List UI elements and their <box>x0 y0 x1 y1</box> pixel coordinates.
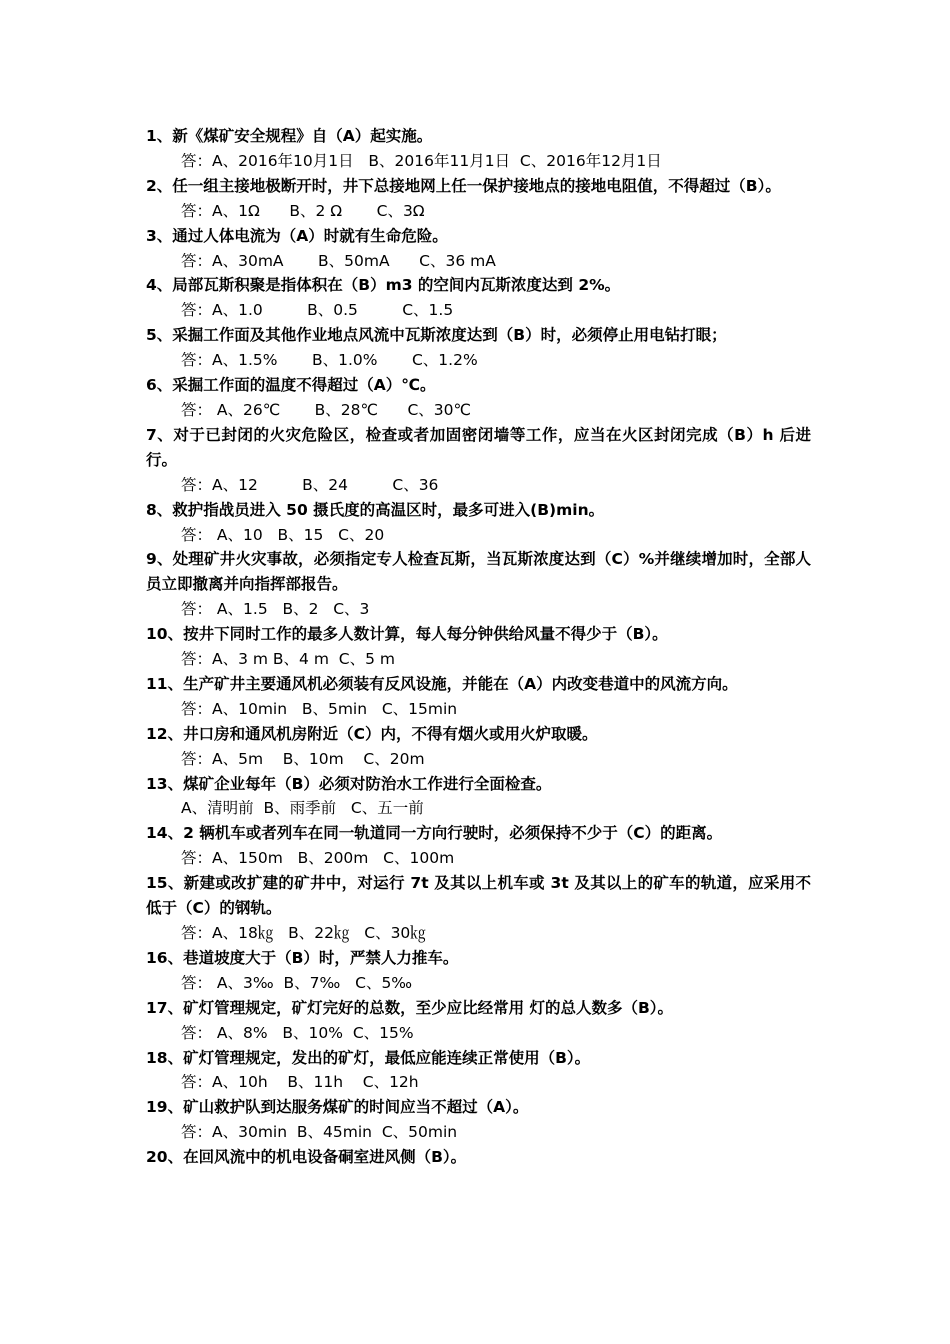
answer-options: 答：A、3 m B、4 m C、5 m <box>181 650 396 669</box>
answer-options: 答：A、1Ω B、2 Ω C、3Ω <box>181 201 425 220</box>
question-text: 6、采掘工作面的温度不得超过（A）℃。 <box>146 376 436 395</box>
answer-options: 答：A、150m B、200m C、100m <box>181 849 455 868</box>
question-text: 4、局部瓦斯积聚是指体积在（B）m3 的空间内瓦斯浓度达到 2%。 <box>146 276 621 295</box>
question-text: 5、采掘工作面及其他作业地点风流中瓦斯浓度达到（B）时，必须停止用电钻打眼； <box>146 326 727 345</box>
question-text: 8、救护指战员进入 50 摄氏度的高温区时，最多可进入(B)min。 <box>146 500 605 519</box>
answer-options: 答：A、10min B、5min C、15min <box>181 699 458 718</box>
question-list <box>146 124 811 1170</box>
answer-options: 答：A、1.5% B、1.0% C、1.2% <box>181 351 478 370</box>
answer-options: 答：A、1.0 B、0.5 C、1.5 <box>181 301 454 320</box>
question-text: 10、按井下同时工作的最多人数计算，每人每分钟供给风量不得少于（B）。 <box>146 625 668 644</box>
question-text: 19、矿山救护队到达服务煤矿的时间应当不超过（A）。 <box>146 1098 529 1117</box>
answer-options: 答： A、3‰ B、7‰ C、5‰ <box>181 973 413 992</box>
answer-options: 答： A、26℃ B、28℃ C、30℃ <box>181 400 471 419</box>
answer-options: 答：A、30min B、45min C、50min <box>181 1123 458 1142</box>
answer-options: 答：A、30mA B、50mA C、36 mA <box>181 251 496 270</box>
answer-options: 答：A、18㎏ B、22㎏ C、30㎏ <box>181 924 426 942</box>
question-text: 18、矿灯管理规定，发出的矿灯，最低应能连续正常使用（B）。 <box>146 1048 591 1067</box>
question-text: 15、新建或改扩建的矿井中，对运行 7t 及其以上机车或 3t 及其以上的矿车的轨道，应采用不低于（C）的钢轨。 <box>146 874 811 918</box>
answer-options: A、清明前 B、雨季前 C、五一前 <box>181 799 424 818</box>
question-text: 3、通过人体电流为（A）时就有生命危险。 <box>146 226 448 245</box>
answer-options: 答：A、5m B、10m C、20m <box>181 749 425 768</box>
question-text: 9、处理矿井火灾事故，必须指定专人检查瓦斯，当瓦斯浓度达到（C）%并继续增加时，全部人员立即撤离并向指挥部报告。 <box>146 550 811 594</box>
question-text: 2、任一组主接地极断开时，井下总接地网上任一保护接地点的接地电阻值，不得超过（B）。 <box>146 176 781 195</box>
question-text: 14、2 辆机车或者列车在同一轨道同一方向行驶时，必须保持不少于（C）的距离。 <box>146 824 723 843</box>
question-text: 12、井口房和通风机房附近（C）内，不得有烟火或用火炉取暖。 <box>146 724 598 743</box>
question-text: 11、生产矿井主要通风机必须装有反风设施，并能在（A）内改变巷道中的风流方向。 <box>146 674 738 693</box>
question-text: 1、新《煤矿安全规程》自（A）起实施。 <box>146 127 433 145</box>
question-text: 7、对于已封闭的火灾危险区，检查或者加固密闭墙等工作，应当在火区封闭完成（B）h 后进行。 <box>146 425 811 469</box>
answer-options: 答：A、12 B、24 C、36 <box>181 475 439 494</box>
answer-options: 答：A、2016年10月1日 B、2016年11月1日 C、2016年12月1日 <box>181 151 662 170</box>
question-text: 20、在回风流中的机电设备硐室进风侧（B）。 <box>146 1148 467 1167</box>
answer-options: 答： A、10 B、15 C、20 <box>181 525 385 544</box>
question-text: 13、煤矿企业每年（B）必须对防治水工作进行全面检查。 <box>146 774 552 793</box>
answer-options: 答：A、10h B、11h C、12h <box>181 1073 419 1092</box>
answer-options: 答： A、8% B、10% C、15% <box>181 1023 414 1042</box>
question-text: 16、巷道坡度大于（B）时，严禁人力推车。 <box>146 948 459 967</box>
answer-options: 答： A、1.5 B、2 C、3 <box>181 600 370 619</box>
question-text: 17、矿灯管理规定，矿灯完好的总数，至少应比经常用 灯的总人数多（B）。 <box>146 998 674 1017</box>
